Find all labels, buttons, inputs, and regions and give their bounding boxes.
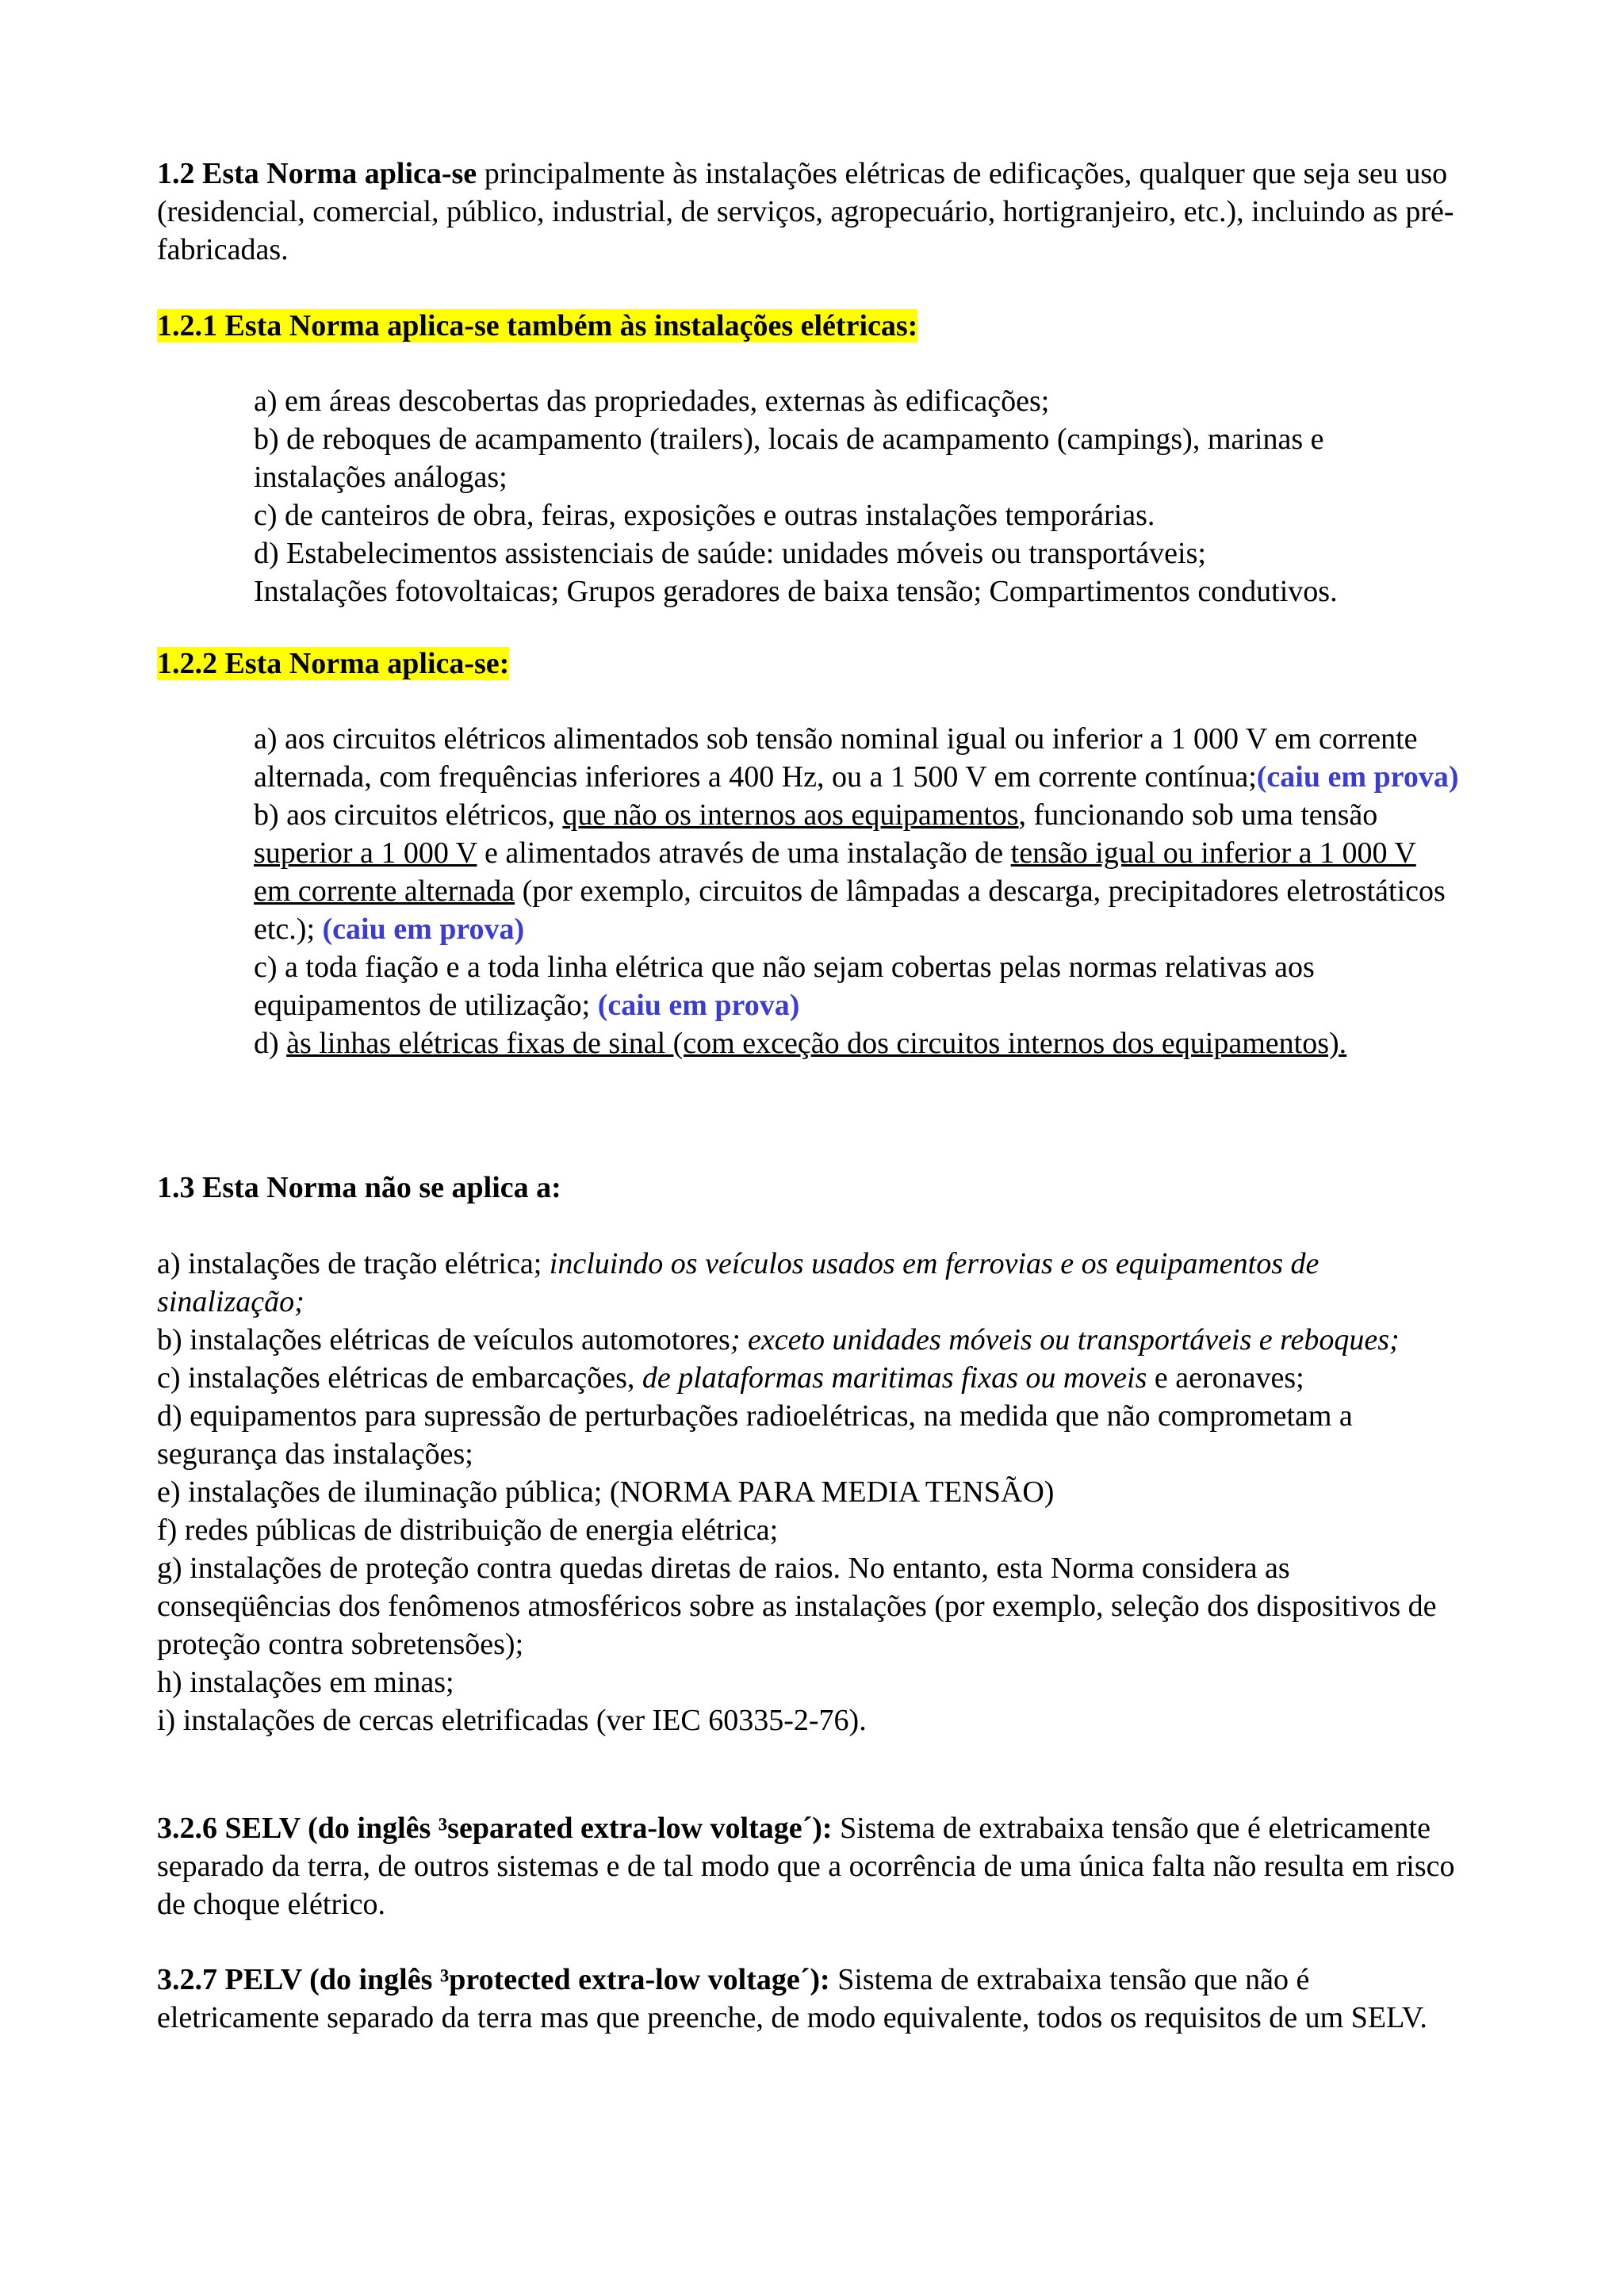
list-item — [254, 796, 1459, 948]
section-text: principalmente às instalações elétricas de edificações, qualquer que seja seu uso (residencial, comercial, público, industrial, de serviços, agropecuário, hortigranjeiro, etc.), incluindo as pré-fabricadas. — [157, 157, 1454, 266]
list-text: e alimentados através de uma instalação de — [477, 836, 1011, 870]
list-item: a) em áreas descobertas das propriedades, externas às edificações; — [254, 385, 1050, 418]
paragraph — [157, 1961, 1465, 2037]
underlined-text: que não os internos aos equipamentos — [562, 798, 1019, 832]
list-item — [254, 720, 1459, 796]
section-heading: 1.2 Esta Norma aplica-se — [157, 157, 477, 190]
list-item — [254, 1024, 1459, 1062]
list-text: , funcionando sob uma tensão — [1018, 798, 1378, 832]
list-text: (por exemplo, circuitos de lâmpadas a descarga, precipitadores eletrostáticos etc.); — [254, 874, 1446, 946]
italic-text: incluindo os veículos usados em ferrovias e os equipamentos de sinalização; — [157, 1247, 1320, 1318]
section-3-2-6 — [157, 1809, 1465, 1923]
list-text: e aeronaves; — [1147, 1361, 1304, 1395]
section-1-3-heading — [157, 1169, 1465, 1207]
list-text: c) a toda fiação e a toda linha elétrica que não sejam cobertas pelas normas relativas aos equipamentos de utilização; — [254, 951, 1315, 1022]
definition-heading: 3.2.6 SELV (do inglês ³separated extra-low voltage´): — [157, 1812, 833, 1845]
section-1-2-1-list — [254, 382, 1459, 610]
italic-text: ; exceto unidades móveis ou transportáveis e reboques; — [730, 1323, 1400, 1357]
list-item: h) instalações em minas; — [157, 1666, 454, 1699]
list-text: c) instalações elétricas de embarcações, — [157, 1361, 642, 1395]
paragraph — [157, 645, 1465, 683]
exam-note: (caiu em prova) — [322, 913, 525, 946]
section-3-2-7 — [157, 1961, 1465, 2037]
list-item — [157, 1359, 1465, 1397]
list-text: a) aos circuitos elétricos alimentados sob tensão nominal igual ou inferior a 1 000 V em corrente alternada, com frequências inferiores a 400 Hz, ou a 1 500 V em corrente contínua; — [254, 722, 1418, 794]
section-1-3-list — [157, 1245, 1465, 1739]
list-item: Instalações fotovoltaicas; Grupos geradores de baixa tensão; Compartimentos condutivos. — [254, 575, 1338, 608]
list-item — [254, 948, 1459, 1024]
exam-note: (caiu em prova) — [1256, 760, 1459, 794]
list-text: b) instalações elétricas de veículos automotores — [157, 1323, 730, 1357]
list-item — [157, 1245, 1465, 1321]
highlighted-heading: 1.2.1 Esta Norma aplica-se também às instalações elétricas: — [157, 309, 918, 342]
list-item: c) de canteiros de obra, feiras, exposições e outras instalações temporárias. — [254, 499, 1155, 532]
list-text: b) aos circuitos elétricos, — [254, 798, 563, 832]
underlined-text: superior a 1 000 V — [254, 836, 477, 870]
list-item: b) de reboques de acampamento (trailers), locais de acampamento (campings), marinas e instalações análogas; — [254, 423, 1324, 494]
definition-text: Sistema de extrabaixa tensão que não é eletricamente separado da terra mas que preenche, de modo equivalente, todos os requisitos de um SELV. — [157, 1963, 1427, 2034]
section-1-2-1-heading — [157, 307, 1465, 345]
paragraph — [157, 1809, 1465, 1923]
list-text: d) — [254, 1027, 287, 1060]
section-heading: 1.3 Esta Norma não se aplica a: — [157, 1171, 561, 1204]
paragraph — [157, 307, 1465, 345]
list-item: d) equipamentos para supressão de perturbações radioelétricas, na medida que não comprometam a segurança das instalações; — [157, 1399, 1353, 1471]
section-1-2-2-heading — [157, 645, 1465, 683]
list-item: e) instalações de iluminação pública; (NORMA PARA MEDIA TENSÃO) — [157, 1475, 1055, 1509]
italic-text: de plataformas maritimas fixas ou moveis — [642, 1361, 1147, 1395]
list-item — [157, 1321, 1465, 1359]
list-item: f) redes públicas de distribuição de energia elétrica; — [157, 1513, 779, 1547]
list-item: i) instalações de cercas eletrificadas (ver IEC 60335-2-76). — [157, 1704, 867, 1737]
exam-note: (caiu em prova) — [597, 989, 800, 1022]
paragraph — [157, 155, 1465, 269]
definition-heading: 3.2.7 PELV (do inglês ³protected extra-low voltage´): — [157, 1963, 830, 1996]
section-1-2 — [157, 155, 1465, 269]
list-text: a) instalações de tração elétrica; — [157, 1247, 550, 1280]
definition-text: Sistema de extrabaixa tensão que é eletricamente separado da terra, de outros sistemas e de tal modo que a ocorrência de uma única falta não resulta em risco de choque elétrico. — [157, 1812, 1455, 1921]
section-1-2-2-list — [254, 720, 1459, 1062]
list-item: g) instalações de proteção contra quedas diretas de raios. No entanto, esta Norma considera as conseqüências dos fenômenos atmosféricos sobre as instalações (por exemplo, seleção dos dispositivos de proteção contra sobretensões); — [157, 1552, 1437, 1661]
list-item: d) Estabelecimentos assistenciais de saúde: unidades móveis ou transportáveis; — [254, 537, 1206, 570]
underlined-text: às linhas elétricas fixas de sinal (com exceção dos circuitos internos dos equipamentos). — [286, 1027, 1347, 1060]
underlined-text: tensão igual ou inferior a 1 000 V em corrente alternada — [254, 836, 1416, 908]
highlighted-heading: 1.2.2 Esta Norma aplica-se: — [157, 647, 510, 680]
